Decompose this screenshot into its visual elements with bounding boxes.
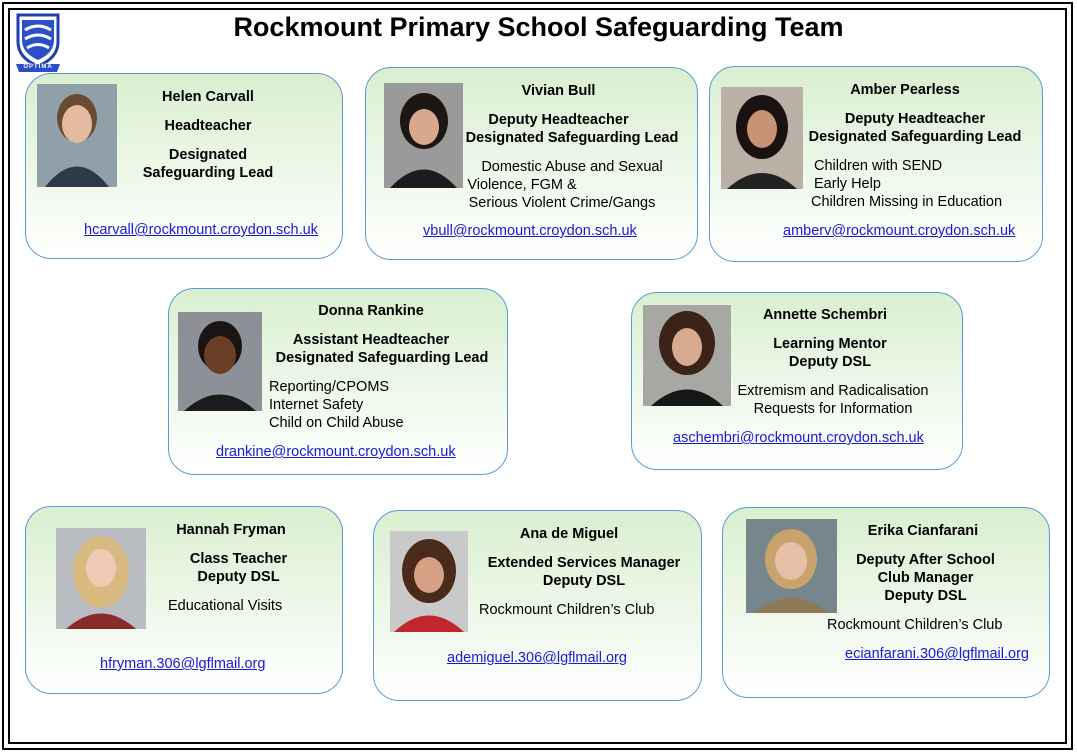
staff-role: Deputy DSL <box>884 588 967 604</box>
staff-duty: Early Help <box>814 176 881 192</box>
staff-role: Deputy DSL <box>788 354 872 370</box>
staff-role: Extended Services Manager <box>487 555 681 571</box>
staff-card <box>709 66 1043 262</box>
staff-card <box>25 506 343 694</box>
staff-duty: Internet Safety <box>269 397 364 413</box>
staff-email-link[interactable]: amberv@rockmount.croydon.sch.uk <box>783 223 1016 239</box>
staff-duty: Domestic Abuse and Sexual <box>481 159 663 175</box>
staff-photo <box>643 305 731 406</box>
staff-role: Club Manager <box>877 570 974 586</box>
staff-email-link[interactable]: drankine@rockmount.croydon.sch.uk <box>216 444 456 460</box>
staff-name: Ana de Miguel <box>519 526 619 542</box>
staff-role: Deputy DSL <box>197 569 280 585</box>
staff-role: Safeguarding Lead <box>142 165 274 181</box>
staff-photo <box>390 531 468 632</box>
staff-name: Vivian Bull <box>521 83 596 99</box>
staff-role: Headteacher <box>164 118 252 134</box>
staff-role: Designated <box>168 147 248 163</box>
staff-duty: Extremism and Radicalisation <box>737 383 929 399</box>
staff-card <box>373 510 702 701</box>
page-title: Rockmount Primary School Safeguarding Team <box>233 12 844 42</box>
staff-duty: Rockmount Children’s Club <box>479 602 655 618</box>
staff-role: Deputy Headteacher <box>488 112 629 128</box>
staff-name: Erika Cianfarani <box>867 523 979 539</box>
staff-name: Helen Carvall <box>162 89 254 105</box>
staff-role: Deputy DSL <box>542 573 626 589</box>
staff-duty: Child on Child Abuse <box>269 415 404 431</box>
staff-role: Learning Mentor <box>773 336 887 352</box>
staff-duty: Requests for Information <box>753 401 913 417</box>
staff-email-link[interactable]: aschembri@rockmount.croydon.sch.uk <box>673 430 924 446</box>
staff-email-link[interactable]: ecianfarani.306@lgflmail.org <box>845 646 1029 662</box>
staff-role: Class Teacher <box>189 551 288 567</box>
staff-email-link[interactable]: vbull@rockmount.croydon.sch.uk <box>423 223 637 239</box>
staff-name: Annette Schembri <box>762 307 888 323</box>
staff-photo <box>56 528 146 629</box>
staff-photo <box>746 519 837 613</box>
staff-role: Designated Safeguarding Lead <box>808 129 1022 145</box>
staff-email-link[interactable]: hfryman.306@lgflmail.org <box>100 656 266 672</box>
staff-photo <box>721 87 803 189</box>
staff-duty: Violence, FGM & <box>467 177 577 193</box>
staff-card <box>631 292 963 470</box>
logo-text: OPTIMA <box>23 64 53 70</box>
staff-duty: Children with SEND <box>814 158 943 174</box>
staff-duty: Educational Visits <box>168 598 283 614</box>
staff-duty: Children Missing in Education <box>811 194 1003 210</box>
staff-card <box>168 288 508 475</box>
staff-duty: Reporting/CPOMS <box>269 379 390 395</box>
staff-duty: Serious Violent Crime/Gangs <box>468 195 656 211</box>
staff-role: Assistant Headteacher <box>292 332 450 348</box>
staff-email-link[interactable]: hcarvall@rockmount.croydon.sch.uk <box>84 222 318 238</box>
staff-email-link[interactable]: ademiguel.306@lgflmail.org <box>447 650 627 666</box>
staff-duty: Rockmount Children’s Club <box>827 617 1003 633</box>
staff-role: Deputy After School <box>856 552 995 568</box>
staff-card <box>25 73 343 259</box>
staff-photo <box>37 84 117 187</box>
staff-card <box>722 507 1050 698</box>
staff-photo <box>178 312 262 411</box>
staff-role: Deputy Headteacher <box>844 111 986 127</box>
staff-name: Donna Rankine <box>318 303 424 319</box>
staff-card <box>365 67 698 260</box>
staff-name: Amber Pearless <box>850 82 960 98</box>
staff-role: Designated Safeguarding Lead <box>465 130 679 146</box>
staff-photo <box>384 83 463 188</box>
staff-name: Hannah Fryman <box>176 522 286 538</box>
staff-role: Designated Safeguarding Lead <box>275 350 489 366</box>
